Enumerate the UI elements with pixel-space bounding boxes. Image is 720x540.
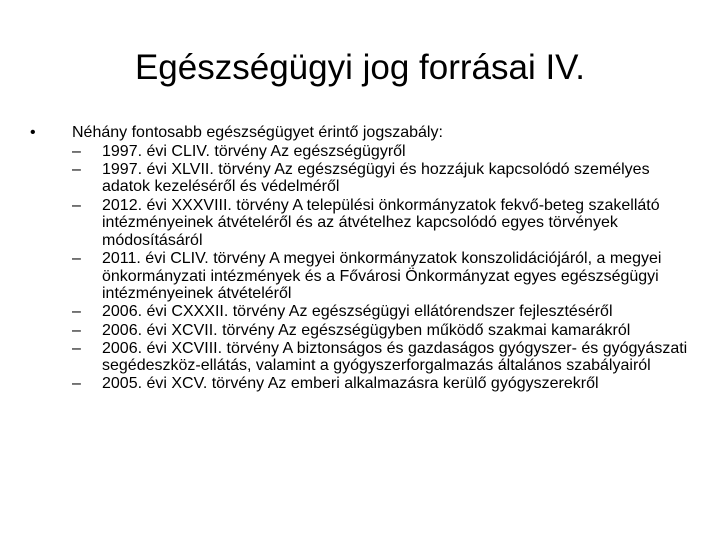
list-item	[30, 161, 690, 196]
list-item-text: 2006. évi CXXXII. törvény Az egészségügyi ellátórendszer fejlesztéséről	[102, 303, 613, 321]
list-item-text: 1997. évi XLVII. törvény Az egészségügyi és hozzájuk kapcsolódó személyes adatok kezeléséről és védelméről	[102, 160, 650, 196]
list-item	[30, 303, 690, 321]
main-bullet-text: Néhány fontosabb egészségügyet érintő jogszabály:	[72, 124, 443, 141]
dash-icon: –	[72, 249, 81, 267]
list-item-text: 1997. évi CLIV. törvény Az egészségügyről	[102, 142, 406, 160]
law-list	[30, 143, 690, 393]
list-item	[30, 197, 690, 250]
list-item	[30, 322, 690, 340]
dash-icon: –	[72, 142, 81, 160]
list-item-text: 2006. évi XCVII. törvény Az egészségügyben működő szakmai kamarákról	[102, 321, 631, 339]
slide-title: Egészségügyi jog forrásai IV.	[134, 48, 586, 87]
list-item-text: 2011. évi CLIV. törvény A megyei önkormányzatok konszolidációjáról, a megyei önkormányzati intézmények és a Fővárosi Önkormányzat egyes egészségügyi intézményeinek átvételéről	[102, 249, 662, 303]
dash-icon: –	[72, 321, 81, 339]
dash-icon: –	[72, 339, 81, 357]
slide-content	[30, 124, 690, 394]
list-item	[30, 143, 690, 161]
list-item	[30, 375, 690, 393]
dash-icon: –	[72, 196, 81, 214]
list-item	[30, 340, 690, 375]
list-item-text: 2012. évi XXXVIII. törvény A települési önkormányzatok fekvő-beteg szakellátó intézményeinek átvételéről és az átvételhez kapcsolódó egyes törvények módosításáról	[102, 196, 660, 249]
dash-icon: –	[72, 303, 81, 321]
bullet-icon: •	[30, 124, 36, 141]
list-item-text: 2005. évi XCV. törvény Az emberi alkalmazásra kerülő gyógyszerekről	[102, 375, 599, 393]
list-item-text: 2006. évi XCVIII. törvény A biztonságos és gazdaságos gyógyszer- és gyógyászati segédeszköz-ellátás, valamint a gyógyszerforgalmazás általános szabályairól	[102, 339, 688, 375]
dash-icon: –	[72, 375, 81, 393]
list-item	[30, 250, 690, 303]
dash-icon: –	[72, 160, 81, 178]
main-bullet-item	[30, 124, 690, 142]
